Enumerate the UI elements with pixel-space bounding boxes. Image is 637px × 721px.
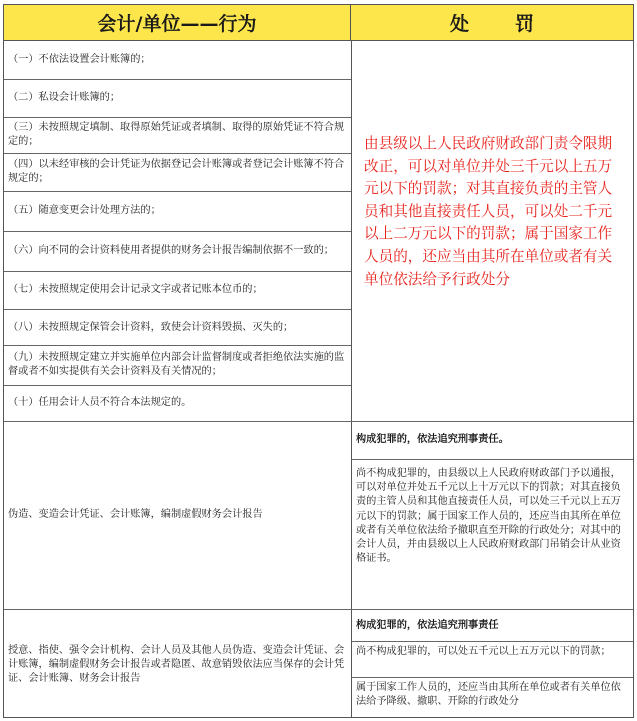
section3-crime: 构成犯罪的，依法追究刑事责任 — [356, 620, 499, 631]
row-divider — [4, 153, 351, 154]
section3-punishment: 属于国家工作人员的，还应当由其所在单位或者有关单位依法给予降级、撤职、开除的行政处分 — [356, 682, 621, 708]
penalty-table — [3, 4, 634, 718]
section-divider — [4, 421, 633, 422]
row-divider — [351, 677, 633, 678]
column-divider — [351, 41, 352, 717]
item-8: （八）未按照规定保管会计资料，致使会计资料毁损、灭失的； — [8, 322, 294, 333]
section-divider — [4, 609, 633, 610]
row-divider — [351, 641, 633, 642]
item-1: （一）不依法设置会计账簿的； — [8, 54, 151, 65]
row-divider — [4, 231, 351, 232]
item-3: （三）未按照规定填制、取得原始凭证或者填制、取得的原始凭证不符合规定的； — [8, 122, 345, 147]
section3-fine: 尚不构成犯罪的，可以处五千元以上五万元以下的罚款； — [356, 646, 611, 657]
item-2: （二）私设会计账簿的； — [8, 92, 121, 103]
row-divider — [4, 309, 351, 310]
section2-crime: 构成犯罪的，依法追究刑事责任。 — [356, 434, 509, 445]
section1-punishment: 由县级以上人民政府财政部门责令限期改正，可以对单位并处三千元以上五万元以下的罚款；对其直接负责的主管人员和其他直接责任人员，可以处二千元以上二万元以下的罚款；属于国家工作人员的，还应当由其所在单位或者有关单位依法给予行政处分 — [364, 135, 613, 288]
item-4: （四）以未经审核的会计凭证为依据登记会计账簿或者登记会计账簿不符合规定的； — [8, 159, 345, 184]
row-divider — [4, 117, 351, 118]
item-9: （九）未按照规定建立并实施单位内部会计监督制度或者拒绝依法实施的监督或者不如实提供有关会计资料及有关情况的； — [8, 351, 345, 377]
row-divider — [4, 79, 351, 80]
section2-behavior: 伪造、变造会计凭证、会计账簿，编制虚假财务会计报告 — [8, 509, 263, 520]
item-5: （五）随意变更会计处理方法的； — [8, 205, 161, 216]
header-punishment: 处罚 — [351, 5, 633, 41]
section3-behavior: 授意、指使、强令会计机构、会计人员及其他人员伪造、变造会计凭证、会计账簿，编制虚假财务会计报告或者隐匿、故意销毁依法应当保存的会计凭证、会计账簿、财务会计报告 — [8, 645, 345, 684]
row-divider — [351, 459, 633, 460]
section2-punishment: 尚不构成犯罪的，由县级以上人民政府财政部门予以通报，可以对单位并处五千元以上十万元以下的罚款；对其直接负责的主管人员和其他直接责任人员，可以处三千元以上五万元以下的罚款；属于国家工作人员的，还应当由其所在单位或者有关单位依法给予撤职直至开除的行政处分；对其中的会计人员，并由县级以上人民政府财政部门吊销会计从业资格证书。 — [356, 468, 621, 565]
item-10: （十）任用会计人员不符合本法规定的。 — [8, 397, 192, 408]
row-divider — [4, 191, 351, 192]
row-divider — [4, 385, 351, 386]
header-behavior: 会计/单位——行为 — [4, 5, 351, 41]
item-6: （六）向不同的会计资料使用者提供的财务会计报告编制依据不一致的； — [8, 245, 334, 256]
row-divider — [4, 271, 351, 272]
item-7: （七）未按照规定使用会计记录文字或者记账本位币的； — [8, 284, 263, 295]
